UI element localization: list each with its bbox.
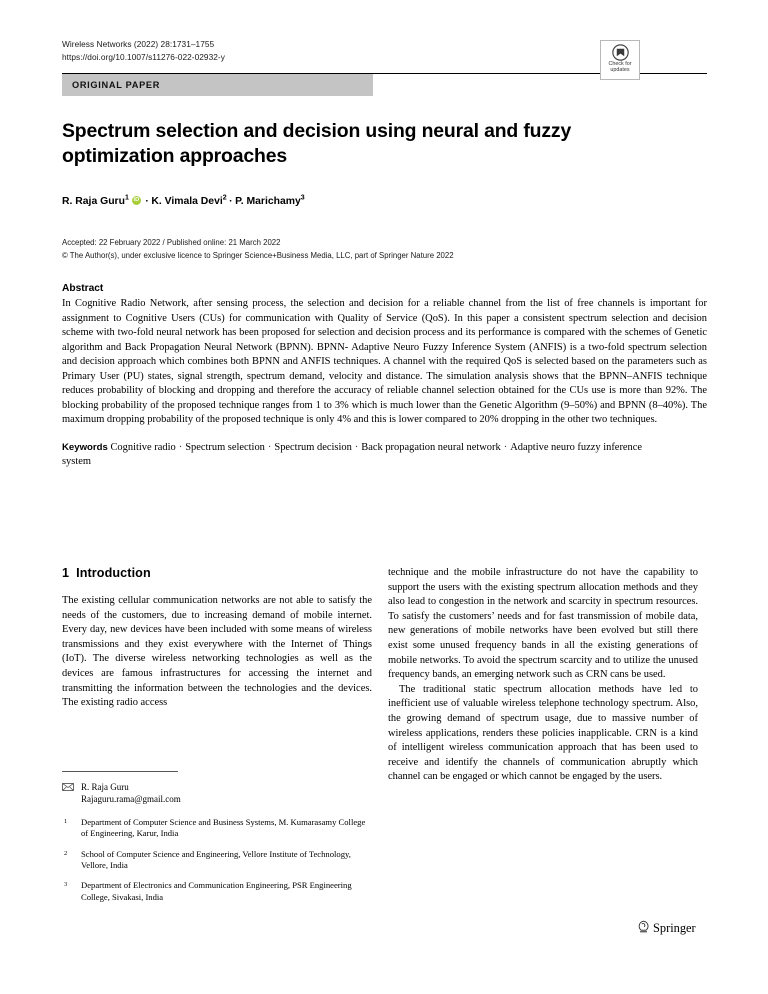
check-for-updates-line2: updates [610, 67, 630, 74]
keywords-heading: Keywords [62, 441, 108, 453]
paragraph-right-2: The traditional static spectrum allocation methods have led to inefficient use of valuable wireless telephone technology spectrum. Also, the growing demand of spectrum usage, due to massive number of wireless applications, renders these policies inapplicable. CRN is a kind of intelligent wireless communication approach that has been used to receive and identify the channels of communication abruptly which channel can be engaged or which cannot be engaged by the users. [388, 683, 698, 783]
keyword-separator: · [178, 441, 183, 453]
accepted-published-dates: Accepted: 22 February 2022 / Published online: 21 March 2022 [62, 238, 281, 248]
section-title: Introduction [76, 566, 151, 580]
affiliation-number: 1 [64, 817, 68, 825]
affiliation-number: 2 [64, 849, 68, 857]
author-separator-1: · [145, 196, 149, 208]
paper-header [62, 38, 707, 470]
keywords-block [62, 441, 662, 470]
crossmark-circle-icon [612, 44, 629, 61]
affiliation-item [62, 817, 372, 840]
article-type-label: ORIGINAL PAPER [72, 79, 161, 90]
author-name-1[interactable]: R. Raja Guru [62, 196, 125, 208]
affiliation-text: Department of Electronics and Communication Engineering, PSR Engineering College, Sivakasi, India [81, 880, 352, 902]
publisher-footer [637, 920, 696, 936]
paragraph-right-1: technique and the mobile infrastructure do not have the capability to support the users with the existing spectrum allocation methods and they also lead to congestion in the network and scarcity in spectrum resources. To satisfy the customers’ needs and for fast transmission of mobile data, new generations of mobile networks have been evolved but still there exist some unused frequency bands in all the existing generations of mobile networks. To avoid the spectrum scarcity and to utilize the unused frequency bands, an emerging network such as CRN cans be used. [388, 567, 698, 681]
author-affil-marker-1: 1 [124, 194, 129, 202]
copyright-line: © The Author(s), under exclusive licence to Springer Science+Business Media, LLC, part of Springer Nature 2022 [62, 250, 454, 260]
check-for-updates-line1: Check for [608, 61, 632, 67]
publisher-name: Springer [653, 921, 696, 935]
keyword-item[interactable]: Cognitive radio [110, 441, 176, 453]
keyword-item[interactable]: Spectrum decision [274, 441, 352, 453]
affiliation-item [62, 880, 372, 903]
check-for-updates-badge[interactable] [600, 40, 640, 80]
doi-line[interactable]: https://doi.org/10.1007/s11276-022-02932-y [62, 52, 225, 63]
orcid-icon[interactable] [132, 196, 141, 205]
affiliation-text: Department of Computer Science and Business Systems, M. Kumarasamy College of Engineering, Karur, India [81, 816, 366, 839]
keyword-item[interactable]: Adaptive neuro fuzzy inference system [62, 441, 643, 468]
author-name-2[interactable]: K. Vimala Devi [151, 196, 223, 208]
author-separator-2: · [229, 196, 233, 208]
author-affil-marker-2: 2 [222, 194, 227, 202]
paragraph-left-1: The existing cellular communication networks are not able to satisfy the needs of the customers, due to increasing demand of mobile internet. Every day, new devices have been included with some means of wireless transmissions and they exist everywhere with the Internet of Things (IoT). The diverse wireless networking technologies as well as the devices are famous infrastructures for accessing the internet and transmitting the information between the technologies and the devices. The existing radio access [62, 595, 372, 709]
keywords-list [62, 442, 642, 467]
keyword-separator: · [503, 441, 508, 453]
affiliation-text: School of Computer Science and Engineering, Vellore Institute of Technology, Vellore, India [81, 848, 351, 871]
abstract-text: In Cognitive Radio Network, after sensing process, the selection and decision for a reliable channel from the list of free channels is important for assignment to Cognitive Users (CUs) for communication with Quality of Service (QoS). In this paper a consistent spectrum selection and decision scheme with two-fold neural network has been proposed for selection and decision process and its performance is compared with the schemes of Genetic algorithm and Back Propagation Neural Network (BPNN). BPNN- Adaptive Neuro Fuzzy Inference System (ANFIS) is a two-fold spectrum selection and decision approach which combines both BPNN and ANFIS techniques. A channel with the required QoS is selected based on the parameters such as Primary User (PU) states, signal strength, spectrum demand, velocity and distance. The simulation analysis shows that the BPNN–ANFIS technique reduces probability of blocking and dropping and therefore the accuracy of reliable channel selection obtained for the CUs use is more than 92%. The blocking probability of the proposed technique ranges from 1 to 3% which is much lower than the Genetic Algorithm (9–50%) and BPNN (8–40%). The maximum dropping probability of the proposed technique is only 4% and this is lower compared to 20% dropping in the other two techniques. [62, 298, 707, 426]
section-heading-introduction [62, 566, 372, 580]
author-list [62, 195, 707, 209]
affiliation-list [62, 817, 372, 904]
affiliation-item [62, 849, 372, 872]
column-right [388, 566, 698, 785]
corresponding-author-name: R. Raja Guru [81, 782, 129, 792]
affiliation-number: 3 [64, 881, 68, 889]
author-affil-marker-3: 3 [300, 194, 305, 202]
footnote-divider [62, 771, 178, 772]
section-number: 1 [62, 566, 70, 580]
keyword-item[interactable]: Spectrum selection [185, 441, 265, 453]
column-left [62, 566, 372, 902]
corresponding-author-email[interactable]: Rajaguru.rama@gmail.com [81, 794, 181, 805]
abstract-heading: Abstract [62, 283, 104, 294]
author-name-3[interactable]: P. Marichamy [235, 196, 301, 208]
springer-logo-icon [637, 920, 650, 934]
publication-info [62, 237, 707, 262]
footnote-block [62, 771, 372, 912]
page-title: Spectrum selection and decision using neural and fuzzy optimization approaches [62, 120, 572, 168]
keyword-separator: · [354, 441, 359, 453]
journal-citation-line: Wireless Networks (2022) 28:1731–1755 [62, 39, 215, 49]
envelope-icon [62, 783, 74, 791]
corresponding-author [62, 781, 372, 806]
keyword-item[interactable]: Back propagation neural network [361, 441, 501, 453]
body-columns [62, 566, 707, 926]
keyword-separator: · [267, 441, 272, 453]
